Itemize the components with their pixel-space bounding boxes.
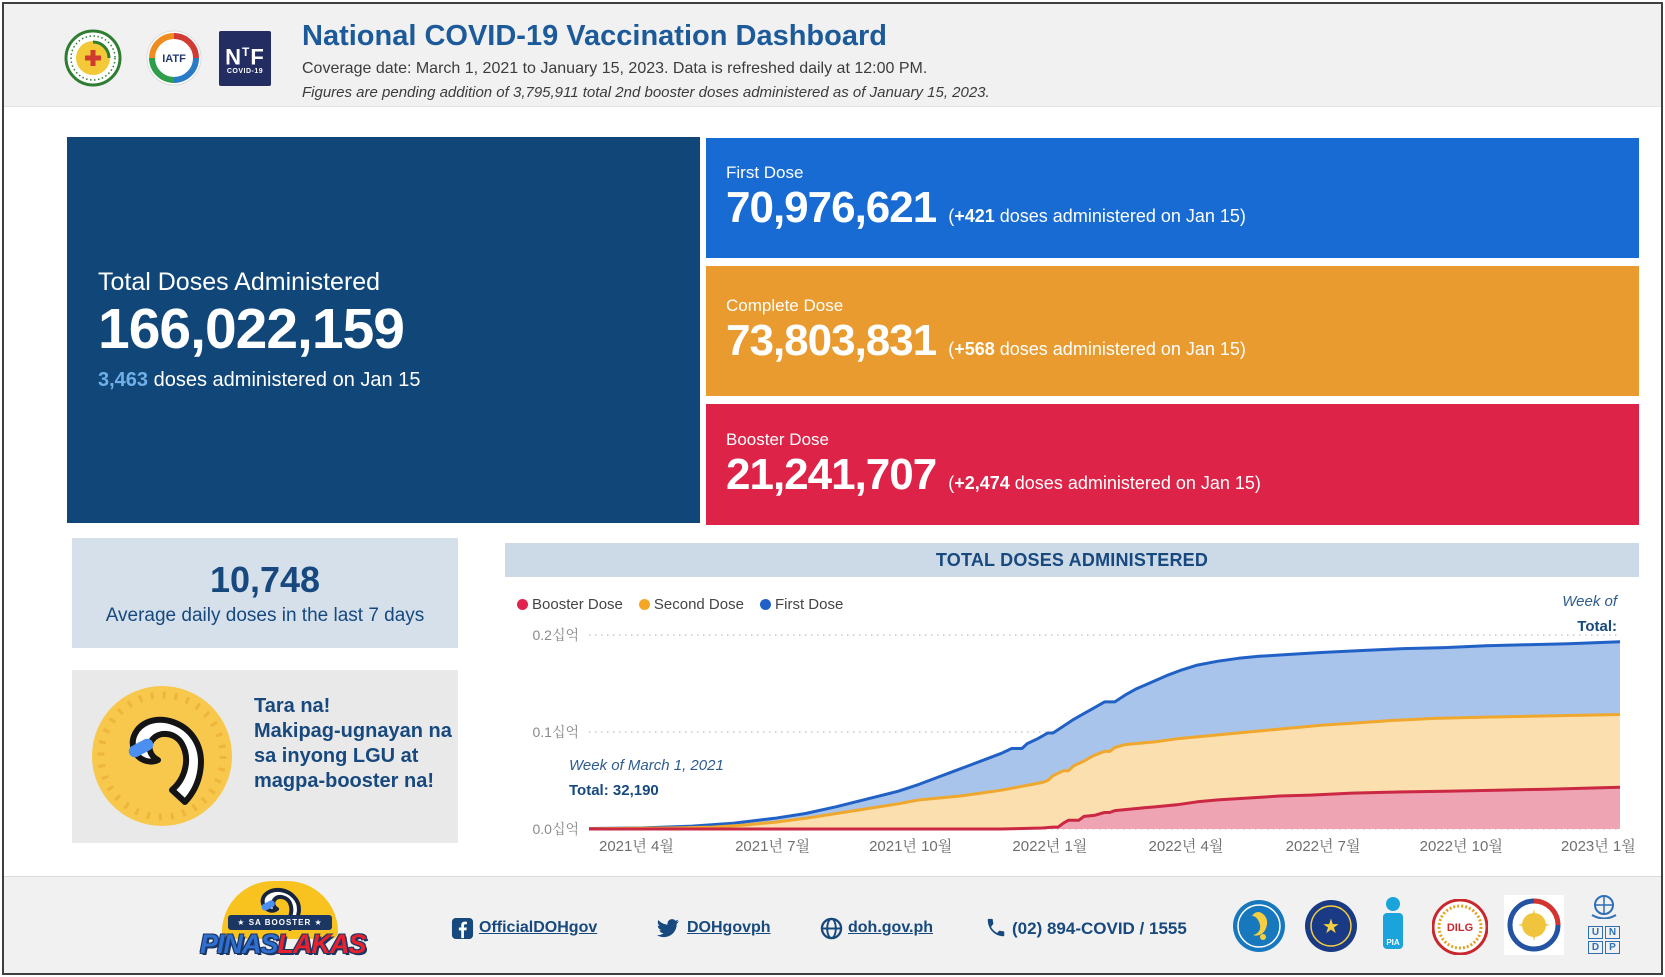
- svg-text:0.0십억: 0.0십억: [532, 821, 579, 837]
- globe-icon[interactable]: [820, 917, 843, 940]
- svg-text:0.2십억: 0.2십억: [532, 627, 579, 643]
- chart-card: [505, 543, 1639, 863]
- total-daily-line: 3,463 doses administered on Jan 15: [98, 369, 421, 391]
- coverage-date: Coverage date: March 1, 2021 to January 15, 2023. Data is refreshed daily at 12:00 PM.: [302, 60, 928, 77]
- page-title: National COVID-19 Vaccination Dashboard: [302, 20, 887, 52]
- end-annotation-total: Total:: [1577, 618, 1617, 635]
- complete-dose-card: [706, 266, 1639, 396]
- twitter-icon[interactable]: [656, 918, 680, 940]
- doh-logo-icon: [64, 29, 122, 87]
- dilg-seal-icon: [1432, 899, 1488, 955]
- header: [4, 4, 1661, 107]
- pinaslakas-logo: [200, 881, 366, 969]
- svg-text:0.1십억: 0.1십억: [532, 724, 579, 740]
- booster-dose-card: [706, 404, 1639, 525]
- booster-dose-value: 21,241,707: [726, 449, 937, 499]
- svg-text:2021년 4월: 2021년 4월: [598, 838, 674, 855]
- svg-text:2022년 7월: 2022년 7월: [1285, 838, 1361, 855]
- facebook-icon[interactable]: [451, 917, 474, 940]
- svg-text:2022년 10월: 2022년 10월: [1419, 838, 1503, 855]
- svg-text:DILG: DILG: [1446, 922, 1474, 934]
- first-dose-value: 70,976,621: [726, 183, 937, 232]
- first-dose-delta-line: (+421 doses administered on Jan 15): [948, 206, 1246, 226]
- twitter-link[interactable]: DOHgovph: [687, 919, 771, 936]
- first-dose-label: First Dose: [726, 163, 804, 182]
- svg-text:2022년 1월: 2022년 1월: [1012, 838, 1088, 855]
- svg-text:2021년 7월: 2021년 7월: [735, 838, 810, 855]
- svg-text:2021년 10월: 2021년 10월: [869, 838, 953, 855]
- hotline-number: (02) 894-COVID / 1555: [1012, 919, 1187, 938]
- legend-item-second[interactable]: Second Dose: [639, 596, 744, 613]
- total-doses-value: 166,022,159: [98, 297, 404, 361]
- iatf-logo-icon: [145, 29, 203, 87]
- booster-dose-label: Booster Dose: [726, 429, 829, 449]
- pending-note: Figures are pending addition of 3,795,911 total 2nd booster doses administered as of January 15, 2023.: [302, 84, 990, 101]
- sa-booster-ribbon: ★ SA BOOSTER ★: [228, 915, 332, 930]
- legend-item-booster[interactable]: Booster Dose: [517, 596, 623, 613]
- undp-logo: U N D P: [1584, 893, 1624, 954]
- svg-text:2022년 4월: 2022년 4월: [1148, 838, 1224, 855]
- svg-text:IATF: IATF: [162, 53, 186, 65]
- total-daily-value: 3,463: [98, 369, 149, 391]
- svg-text:2023년 1월: 2023년 1월: [1560, 838, 1636, 855]
- average-daily-card: [72, 538, 458, 648]
- first-dose-card: [706, 138, 1639, 258]
- ntf-covid19-logo: $N^TF$ COVID-19: [219, 31, 271, 86]
- pia-logo: PIA: [1376, 897, 1410, 953]
- facebook-link[interactable]: OfficialDOHgov: [479, 919, 598, 936]
- complete-dose-value: 73,803,831: [726, 316, 937, 365]
- average-daily-label: Average daily doses in the last 7 days: [105, 605, 425, 626]
- bagong-pilipinas-seal-icon: [1504, 895, 1564, 955]
- footer: [4, 876, 1661, 974]
- website-link[interactable]: doh.gov.ph: [848, 919, 934, 936]
- cta-text: Tara na! Makipag-ugnayan na sa inyong LGU at magpa-booster na!: [254, 695, 452, 792]
- end-annotation-week: Week of: [1562, 593, 1617, 610]
- chart-title: TOTAL DOSES ADMINISTERED: [505, 543, 1639, 577]
- complete-dose-delta-line: (+568 doses administered on Jan 15): [948, 339, 1246, 359]
- total-doses-panel: [67, 137, 700, 523]
- legend-item-first[interactable]: First Dose: [760, 596, 843, 613]
- start-annotation-total: Total: 32,190: [569, 782, 659, 799]
- complete-dose-label: Complete Dose: [726, 296, 844, 315]
- ops-seal-icon: [1232, 899, 1286, 953]
- flex-arm-icon: [88, 682, 236, 830]
- booster-dose-delta-line: (+2,474 doses administered on Jan 15): [948, 472, 1261, 493]
- average-daily-value: 10,748: [209, 559, 321, 600]
- phone-icon: [985, 917, 1007, 939]
- total-doses-label: Total Doses Administered: [98, 268, 381, 296]
- pcoo-seal-icon: [1304, 899, 1358, 953]
- pinaslakas-wordmark: PINASLAKAS: [200, 929, 366, 959]
- booster-cta-card: [72, 670, 458, 843]
- ntf-logo-text: $N^TF$: [225, 44, 265, 70]
- svg-text:★: ★: [1322, 916, 1340, 938]
- start-annotation-week: Week of March 1, 2021: [569, 757, 724, 774]
